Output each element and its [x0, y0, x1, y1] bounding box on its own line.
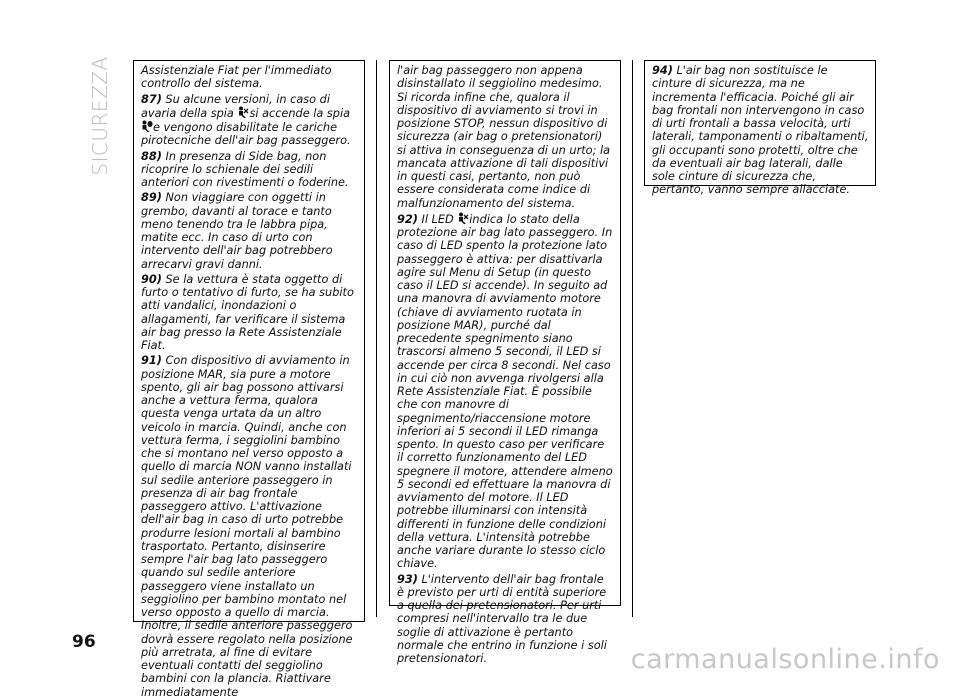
section-title-text: SICUREZZA [88, 56, 112, 176]
note-number: 91) [141, 354, 162, 368]
passenger-airbag-warning-icon [237, 106, 249, 119]
note-88: 88) In presenza di Side bag, non ricoprire lo schienale dei sedili anteriori con rivestimenti o foderine. [141, 149, 349, 189]
note-number: 87) [141, 92, 162, 106]
note-number: 88) [141, 149, 162, 163]
note-92: 92) Il LED indica lo stato della protezione air bag lato passeggero. In caso di LED spento la protezione lato passeggero è attiva: per disattivarla agire sul Menu di Setup (in questo caso il LED si accende). In seguito ad una manovra di avviamento motore (chiave di avviamento ruotata in posizione MAR), purché dal precedente spegnimento siano trascorsi almeno 5 secondi, il LED si accende per circa 8 secondi. Nel caso in cui ciò non avvenga rivolgersi alla Rete Assistenziale Fiat. È possibile che con manovre di spegnimento/riaccensione motore inferiori ai 5 secondi il LED rimanga spento. In questo caso per verificare il corretto funzionamento del LED spegnere il motore, attendere almeno 5 secondi ed effettuare la manovra di avviamento del motore. Il LED potrebbe illuminarsi con intensità differenti in funzione delle condizioni della vettura. L'intensità potrebbe anche variare durante lo stesso ciclo chiave. [397, 212, 613, 571]
paragraph: l'air bag passeggero non appena disinstallato il seggiolino medesimo. Si ricorda infine che, qualora il dispositivo di avviamento si trovi in posizione STOP, nessun dispositivo di sicurezza (air bag o pretensionatori) si attiva in conseguenza di un urto; la mancata attivazione di tali dispositivi in questi casi, pertanto, non può essere considerata come indice di malfunzionamento del sistema. [397, 64, 611, 210]
column-divider [632, 60, 633, 617]
note-number: 89) [141, 191, 162, 205]
note-89: 89) Non viaggiare con oggetti in grembo, davanti al torace e tanto meno tenendo tra le labbra pipa, matite ecc. In caso di urto con intervento dell'air bag potrebbero arrecarvi gravi danni. [141, 191, 333, 271]
note-number: 90) [141, 272, 162, 286]
notes-column-3 [644, 60, 876, 197]
note-93: 93) L'intervento dell'air bag frontale è previsto per urti di entità superiore a quella dei pretensionatori. Per urti compresi nell'intervallo tra le due soglie di attivazione è pertanto normale che entrino in funzione i soli pretensionatori. [397, 572, 607, 665]
note-number: 94) [652, 64, 673, 77]
note-87: 87) Su alcune versioni, in caso di avaria della spia si accende la spia e vengono disabilitate le cariche pirotecniche dell'air bag passeggero. [141, 92, 351, 148]
paragraph: Assistenziale Fiat per l'immediato controllo del sistema. [141, 64, 332, 91]
watermark: carmanualsonline.info [630, 644, 940, 675]
note-94: 94) L'air bag non sostituisce le cinture di sicurezza, ma ne incrementa l'efficacia. Poiché gli air bag frontali non intervengono in caso di urti frontali a bassa velocità, urti laterali, tamponamenti o ribaltamenti, gli occupanti sono protetti, oltre che da eventuali air bag laterali, dalle sole cinture di sicurezza che, pertanto, vanno sempre allacciate. [652, 64, 869, 197]
section-title [70, 56, 130, 176]
column-divider [376, 60, 377, 617]
airbag-deactivated-icon [141, 120, 153, 133]
note-91: 91) Con dispositivo di avviamento in posizione MAR, sia pure a motore spento, gli air bag possono attivarsi anche a vettura ferma, qualora questa venga urtata da un altro veicolo in marcia. Quindi, anche con vettura ferma, i seggiolini bambino che si montano nel verso opposto a quello di marcia NON vanno installati sul sedile anteriore passeggero in presenza di air bag frontale passeggero attivo. L'attivazione dell'air bag in caso di urto potrebbe produrre lesioni mortali al bambino trasportato. Pertanto, disinserire sempre l'air bag lato passeggero quando sul sedile anteriore passeggero viene installato un seggiolino per bambino montato nel verso opposto a quello di marcia. Inoltre, il sedile anteriore passeggero dovrà essere regolato nella posizione più arretrata, al fine di evitare eventuali contatti del seggiolino bambini con la plancia. Riattivare immediatamente [141, 354, 353, 699]
note-number: 93) [397, 572, 418, 586]
page-number: 96 [72, 632, 96, 652]
note-90: 90) Se la vettura è stata oggetto di furto o tentativo di furto, se ha subito atti vandalici, inondazioni o allagamenti, far verificare il sistema air bag presso la Rete Assistenziale Fiat. [141, 272, 354, 352]
notes-column-2 [389, 60, 621, 665]
notes-column-1 [133, 60, 365, 699]
passenger-airbag-off-icon [457, 212, 469, 225]
note-number: 92) [397, 212, 418, 226]
